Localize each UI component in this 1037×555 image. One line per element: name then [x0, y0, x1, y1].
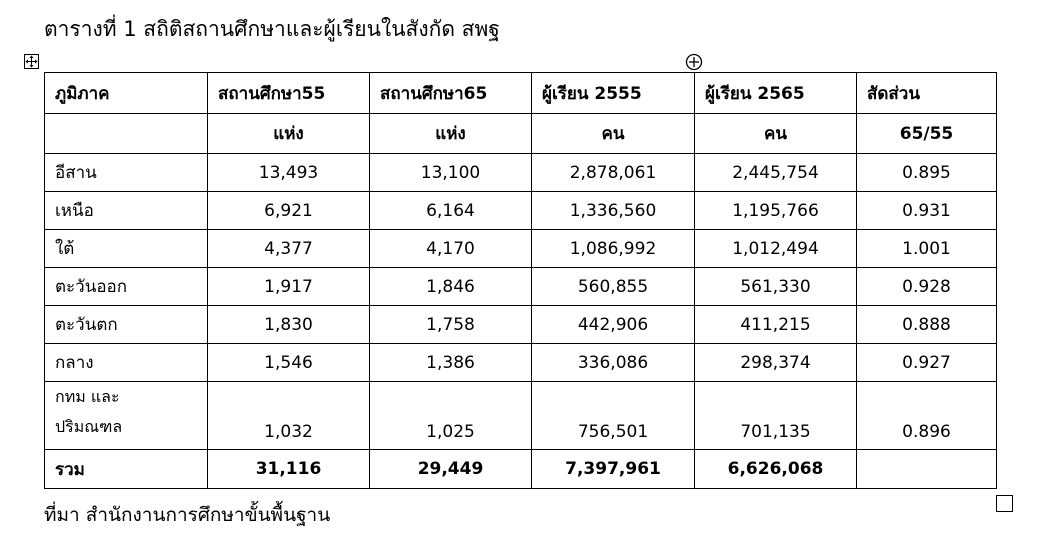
- students2565-cell[interactable]: 561,330: [695, 268, 857, 306]
- schools65-cell[interactable]: 1,386: [370, 344, 532, 382]
- header-row: [45, 73, 997, 114]
- ratio-cell[interactable]: 0.896: [857, 382, 997, 450]
- unit-cell[interactable]: [45, 114, 208, 154]
- ratio-cell[interactable]: 0.927: [857, 344, 997, 382]
- unit-cell[interactable]: 65/55: [857, 114, 997, 154]
- students2555-cell[interactable]: 560,855: [532, 268, 695, 306]
- schools65-cell[interactable]: 6,164: [370, 192, 532, 230]
- table-resize-icon[interactable]: [996, 495, 1013, 512]
- region-cell[interactable]: อีสาน: [45, 154, 208, 192]
- region-cell[interactable]: ใต้: [45, 230, 208, 268]
- schools65-cell[interactable]: 1,758: [370, 306, 532, 344]
- table-row: [45, 306, 997, 344]
- schools65-cell[interactable]: 13,100: [370, 154, 532, 192]
- schools55-cell[interactable]: 1,830: [208, 306, 370, 344]
- header-cell[interactable]: สถานศึกษา65: [370, 73, 532, 114]
- region-cell[interactable]: [45, 382, 208, 450]
- schools65-cell[interactable]: 4,170: [370, 230, 532, 268]
- total-row: [45, 450, 997, 489]
- schools55-cell[interactable]: 6,921: [208, 192, 370, 230]
- header-cell[interactable]: ภูมิภาค: [45, 73, 208, 114]
- students2565-cell[interactable]: 2,445,754: [695, 154, 857, 192]
- ratio-cell[interactable]: 0.928: [857, 268, 997, 306]
- total-label-cell[interactable]: รวม: [45, 450, 208, 489]
- document-title: ตารางที่ 1 สถิติสถานศึกษาและผู้เรียนในสังกัด สพฐ: [44, 17, 500, 41]
- students2555-cell[interactable]: 1,086,992: [532, 230, 695, 268]
- table-row: [45, 268, 997, 306]
- schools55-cell[interactable]: 13,493: [208, 154, 370, 192]
- add-column-icon[interactable]: [685, 53, 703, 71]
- units-row: [45, 114, 997, 154]
- table-row: [45, 344, 997, 382]
- schools55-cell[interactable]: 1,917: [208, 268, 370, 306]
- header-cell[interactable]: สถานศึกษา55: [208, 73, 370, 114]
- region-line: ปริมณฑล: [55, 417, 123, 436]
- students2555-cell[interactable]: 442,906: [532, 306, 695, 344]
- students2565-cell[interactable]: 1,195,766: [695, 192, 857, 230]
- students2555-cell[interactable]: 2,878,061: [532, 154, 695, 192]
- ratio-cell[interactable]: 0.888: [857, 306, 997, 344]
- schools65-cell[interactable]: 1,846: [370, 268, 532, 306]
- students2565-cell[interactable]: 6,626,068: [695, 450, 857, 489]
- students2555-cell[interactable]: 336,086: [532, 344, 695, 382]
- region-cell[interactable]: เหนือ: [45, 192, 208, 230]
- header-cell[interactable]: ผู้เรียน 2565: [695, 73, 857, 114]
- table-row: [45, 154, 997, 192]
- header-cell[interactable]: ผู้เรียน 2555: [532, 73, 695, 114]
- ratio-cell[interactable]: [857, 450, 997, 489]
- students2565-cell[interactable]: 298,374: [695, 344, 857, 382]
- ratio-cell[interactable]: 1.001: [857, 230, 997, 268]
- schools55-cell[interactable]: 1,032: [208, 382, 370, 450]
- unit-cell[interactable]: คน: [532, 114, 695, 154]
- region-cell[interactable]: กลาง: [45, 344, 208, 382]
- students2565-cell[interactable]: 701,135: [695, 382, 857, 450]
- region-line: กทม และ: [55, 387, 120, 406]
- table-row: [45, 382, 997, 450]
- table-move-icon[interactable]: [24, 54, 39, 69]
- statistics-table: [44, 72, 997, 489]
- students2555-cell[interactable]: 1,336,560: [532, 192, 695, 230]
- students2565-cell[interactable]: 1,012,494: [695, 230, 857, 268]
- source-note: ที่มา สำนักงานการศึกษาขั้นพื้นฐาน: [44, 504, 331, 526]
- schools65-cell[interactable]: 1,025: [370, 382, 532, 450]
- unit-cell[interactable]: แห่ง: [208, 114, 370, 154]
- schools55-cell[interactable]: 1,546: [208, 344, 370, 382]
- table-row: [45, 192, 997, 230]
- region-cell[interactable]: ตะวันตก: [45, 306, 208, 344]
- schools55-cell[interactable]: 4,377: [208, 230, 370, 268]
- ratio-cell[interactable]: 0.931: [857, 192, 997, 230]
- schools55-cell[interactable]: 31,116: [208, 450, 370, 489]
- schools65-cell[interactable]: 29,449: [370, 450, 532, 489]
- students2565-cell[interactable]: 411,215: [695, 306, 857, 344]
- students2555-cell[interactable]: 756,501: [532, 382, 695, 450]
- unit-cell[interactable]: แห่ง: [370, 114, 532, 154]
- ratio-cell[interactable]: 0.895: [857, 154, 997, 192]
- students2555-cell[interactable]: 7,397,961: [532, 450, 695, 489]
- unit-cell[interactable]: คน: [695, 114, 857, 154]
- header-cell[interactable]: สัดส่วน: [857, 73, 997, 114]
- region-cell[interactable]: ตะวันออก: [45, 268, 208, 306]
- table-row: [45, 230, 997, 268]
